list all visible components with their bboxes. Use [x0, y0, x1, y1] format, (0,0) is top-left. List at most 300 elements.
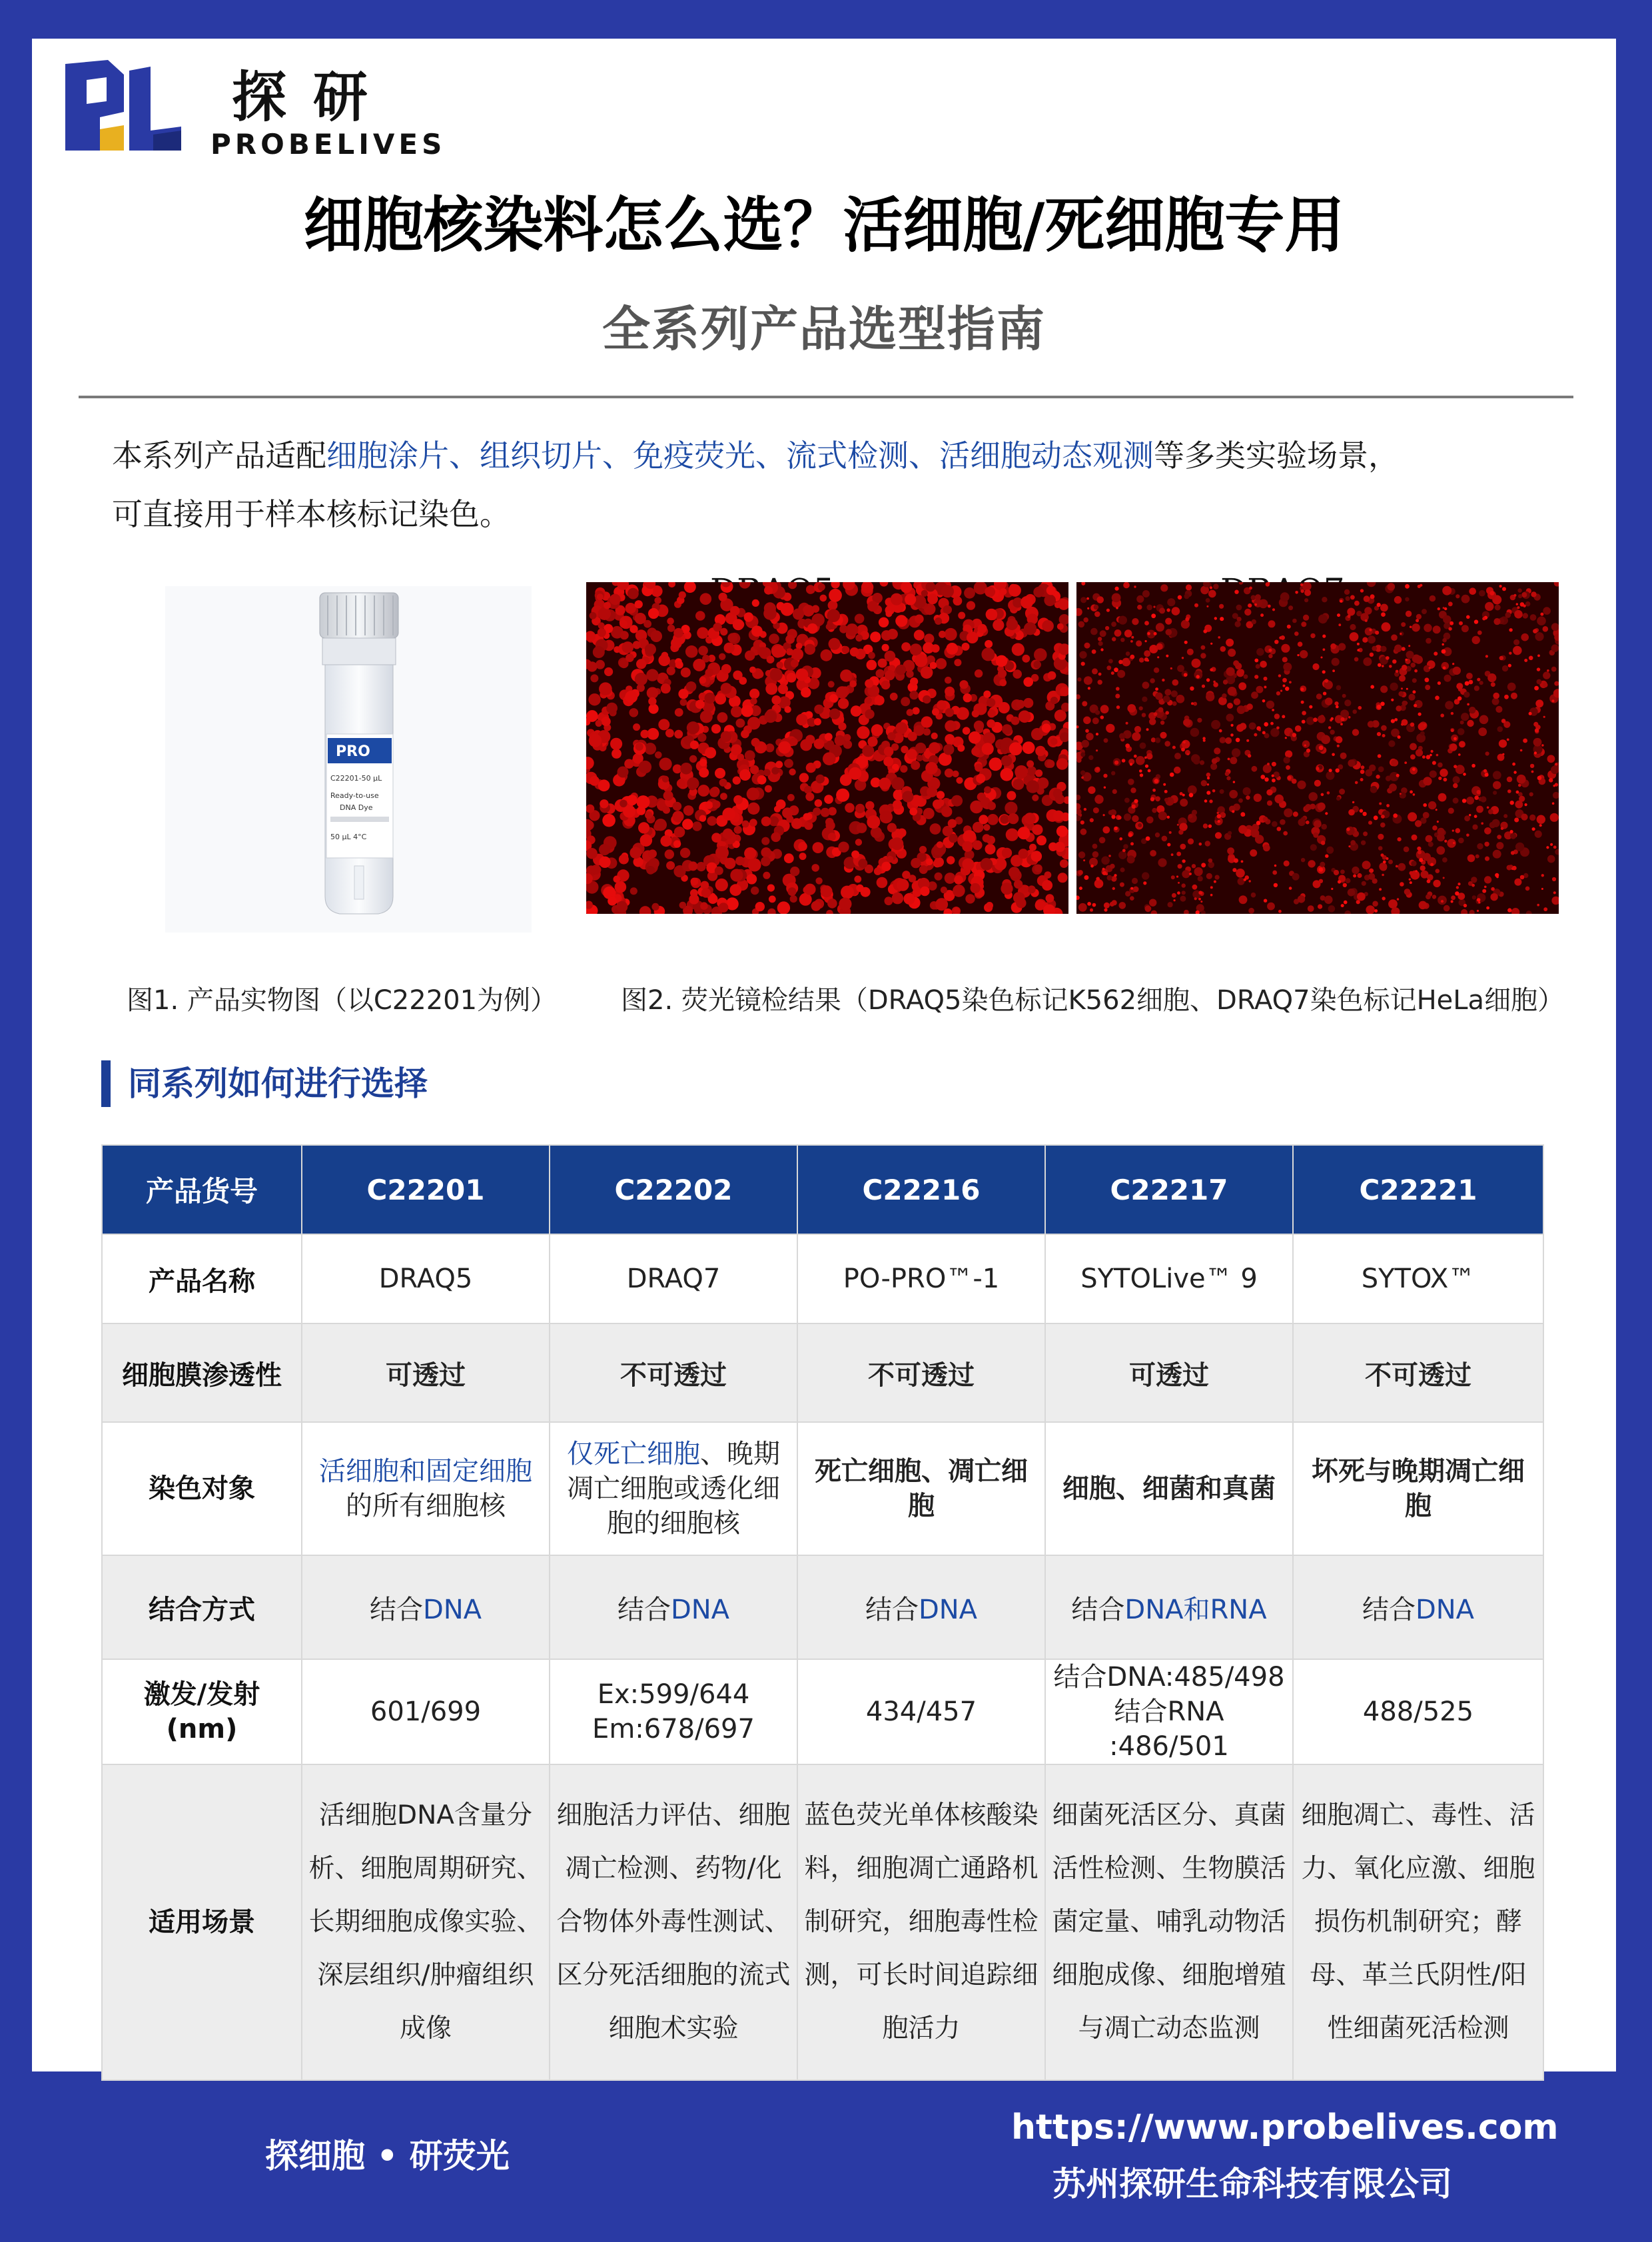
- cell-dot: [765, 785, 772, 793]
- cell-dot: [1181, 747, 1185, 751]
- cell-dot: [1437, 821, 1439, 823]
- cell-dot: [1220, 646, 1226, 652]
- cell-dot: [1400, 633, 1402, 635]
- cell-dot: [689, 755, 697, 763]
- cell-dot: [1552, 802, 1555, 805]
- draq5-cells-image: [586, 582, 1068, 914]
- cell-dot: [865, 679, 873, 688]
- cell-dot: [680, 699, 687, 706]
- cell-dot: [790, 895, 797, 903]
- cell-dot: [600, 799, 608, 808]
- cell-dot: [839, 625, 848, 633]
- cell-dot: [1357, 649, 1360, 651]
- cell-dot: [1092, 903, 1096, 907]
- cell-dot: [897, 879, 909, 891]
- cell-dot: [1114, 667, 1118, 672]
- cell-dot: [1058, 873, 1068, 883]
- brand-logo[interactable]: [60, 57, 446, 161]
- cell-dot: [1134, 799, 1138, 803]
- cell-dot: [1146, 753, 1152, 759]
- cell-dot: [1134, 726, 1141, 733]
- cell-dot: [883, 757, 893, 767]
- cell-dot: [757, 647, 767, 656]
- table-row-applications: [102, 1764, 1543, 2080]
- cell-dot: [1457, 728, 1465, 735]
- cell-dot: [921, 590, 928, 597]
- cell-dot: [931, 644, 940, 653]
- cell-dot: [1525, 601, 1531, 607]
- cell-dot: [1516, 791, 1519, 794]
- cell-dot: [1442, 638, 1447, 643]
- cell-dot: [1088, 687, 1090, 689]
- cell-dot: [722, 808, 735, 821]
- cell-dot: [1112, 637, 1116, 641]
- cell-dot: [1286, 765, 1290, 770]
- cell-dot: [1303, 615, 1309, 621]
- cell-dot: [1292, 733, 1296, 737]
- cell-dot: [1404, 847, 1410, 853]
- cell-dot: [887, 629, 898, 639]
- table-cell: [797, 1555, 1045, 1659]
- cell-dot: [800, 739, 812, 751]
- cell-dot: [1505, 612, 1511, 618]
- cell-dot: [687, 777, 699, 789]
- cell-dot: [1183, 741, 1186, 743]
- table-cell: 细胞活力评估、细胞凋亡检测、药物/化合物体外毒性测试、区分死活细胞的流式细胞术实验: [550, 1764, 797, 2080]
- cell-dot: [1334, 870, 1339, 875]
- cell-dot: [1401, 687, 1403, 689]
- cell-dot: [711, 833, 721, 843]
- cell-dot: [705, 693, 716, 704]
- cell-dot: [1507, 777, 1512, 782]
- cell-dot: [1178, 882, 1180, 884]
- cell-dot: [1194, 897, 1197, 900]
- cell-dot: [1503, 814, 1507, 818]
- cell-dot: [1323, 692, 1326, 695]
- cell-dot: [977, 624, 987, 633]
- cell-dot: [1136, 640, 1142, 646]
- cell-dot: [1493, 618, 1500, 625]
- cell-dot: [814, 705, 823, 714]
- cell-dot: [1338, 880, 1341, 883]
- header-cell-c22221: C22221: [1293, 1145, 1543, 1234]
- cell-dot: [1444, 607, 1447, 610]
- cell-dot: [803, 813, 811, 821]
- cell-dot: [1350, 632, 1359, 641]
- cell-dot: [1319, 879, 1323, 883]
- cell-dot: [1142, 681, 1150, 689]
- cell-dot: [695, 611, 705, 621]
- cell-dot: [986, 902, 993, 909]
- cell-dot: [1081, 740, 1089, 748]
- cell-dot: [1230, 733, 1234, 737]
- cell-dot: [1513, 771, 1516, 773]
- cell-dot: [1117, 670, 1125, 678]
- cell-dot: [1027, 760, 1034, 767]
- cell-dot: [699, 815, 706, 822]
- cell-dot: [923, 695, 931, 703]
- cell-dot: [763, 769, 771, 776]
- cell-dot: [765, 683, 777, 695]
- cell-dot: [639, 761, 651, 773]
- cell-dot: [1082, 701, 1087, 707]
- cell-dot: [1430, 771, 1437, 778]
- cell-dot: [1322, 670, 1326, 673]
- cell-dot: [1453, 783, 1457, 788]
- vial-label-line3: DNA Dye: [340, 803, 373, 812]
- vial-illustration: [165, 586, 532, 933]
- cell-dot: [1300, 583, 1303, 586]
- cell-dot: [692, 821, 701, 831]
- cell-dot: [721, 731, 732, 743]
- cell-dot: [1125, 743, 1130, 748]
- cell-dot: [719, 593, 727, 601]
- cell-dot: [1425, 685, 1430, 690]
- cell-dot: [1119, 837, 1122, 841]
- cell-dot: [1119, 902, 1126, 909]
- cell-dot: [1534, 751, 1537, 754]
- cell-dot: [1112, 887, 1115, 890]
- footer-website-link[interactable]: https://www.probelives.com: [1011, 2107, 1559, 2147]
- cell-dot: [639, 906, 651, 914]
- cell-dot: [1006, 829, 1019, 841]
- cell-dot: [671, 638, 682, 649]
- draq5-micrograph: [586, 582, 1068, 914]
- cell-dot: [999, 702, 1010, 713]
- cell-dot: [744, 612, 753, 621]
- cell-dot: [1381, 815, 1385, 819]
- cell-dot: [646, 669, 658, 681]
- cell-dot: [855, 614, 865, 624]
- cell-dot: [1054, 842, 1065, 853]
- cell-dot: [1338, 623, 1341, 626]
- cell-dot: [1105, 626, 1109, 630]
- cell-dot: [971, 883, 981, 893]
- cell-dot: [588, 693, 600, 705]
- cell-dot: [1539, 824, 1542, 827]
- binding-value: DNA: [1415, 1594, 1475, 1625]
- cell-dot: [1033, 661, 1041, 669]
- cell-dot: [1336, 705, 1339, 709]
- cell-dot: [1306, 717, 1314, 725]
- cell-dot: [661, 683, 671, 693]
- cell-dot: [897, 829, 906, 837]
- cell-dot: [1521, 814, 1527, 821]
- cell-dot: [939, 631, 946, 638]
- cell-dot: [1365, 627, 1373, 635]
- intro-suffix: 等多类实验场景，: [1154, 438, 1399, 474]
- cell-dot: [964, 587, 975, 599]
- cell-dot: [1274, 771, 1280, 777]
- footer-company-name: 苏州探研生命科技有限公司: [1052, 2165, 1452, 2203]
- cell-dot: [1391, 634, 1398, 641]
- cell-dot: [855, 804, 865, 813]
- cell-dot: [1206, 791, 1210, 795]
- cell-dot: [829, 638, 841, 650]
- cell-dot: [1485, 655, 1488, 657]
- cell-dot: [1368, 721, 1374, 727]
- cell-dot: [981, 647, 995, 661]
- table-cell: DRAQ5: [302, 1234, 550, 1323]
- cell-dot: [1028, 885, 1036, 893]
- cell-dot: [1192, 864, 1196, 868]
- cell-dot: [715, 867, 723, 875]
- cell-dot: [665, 729, 674, 737]
- cell-dot: [963, 727, 971, 735]
- cell-dot: [771, 645, 783, 657]
- cell-dot: [1272, 871, 1277, 875]
- cell-dot: [1206, 598, 1210, 603]
- cell-dot: [1210, 886, 1213, 889]
- cell-dot: [1357, 873, 1362, 878]
- cell-dot: [867, 815, 880, 829]
- cell-dot: [1459, 741, 1465, 747]
- cell-dot: [1346, 596, 1350, 601]
- cell-dot: [821, 649, 833, 661]
- cell-dot: [879, 777, 891, 789]
- cell-dot: [1106, 609, 1110, 612]
- cell-dot: [1409, 879, 1411, 881]
- cell-dot: [1419, 901, 1428, 910]
- cell-dot: [937, 700, 946, 709]
- cell-dot: [1295, 591, 1298, 594]
- cell-dot: [1203, 823, 1208, 828]
- cell-dot: [1114, 827, 1118, 831]
- cell-dot: [1188, 785, 1197, 795]
- table-cell: 细菌死活区分、真菌活性检测、生物膜活菌定量、哺乳动物活细胞成像、细胞增殖与凋亡动态监测: [1045, 1764, 1293, 2080]
- cell-dot: [814, 739, 825, 749]
- cell-dot: [945, 769, 953, 777]
- table-cell: 不可透过: [797, 1323, 1045, 1422]
- cell-dot: [1332, 669, 1335, 672]
- cell-dot: [1388, 899, 1398, 909]
- cell-dot: [1543, 907, 1547, 911]
- cell-dot: [1398, 691, 1404, 697]
- cell-dot: [620, 800, 627, 807]
- cell-dot: [799, 773, 809, 782]
- cell-dot: [1100, 648, 1103, 651]
- table-cell: 坏死与晚期凋亡细胞: [1293, 1422, 1543, 1555]
- cell-dot: [1301, 817, 1306, 822]
- cell-dot: [1508, 664, 1511, 667]
- intro-line2: 可直接用于样本核标记染色。: [112, 496, 510, 532]
- table-cell: [302, 1422, 550, 1555]
- cell-dot: [1267, 801, 1272, 806]
- cell-dot: [1281, 644, 1290, 653]
- cell-dot: [1198, 876, 1203, 881]
- cell-dot: [1444, 840, 1447, 843]
- cell-dot: [1210, 763, 1217, 770]
- section-heading: 同系列如何进行选择: [101, 1060, 428, 1107]
- cell-dot: [821, 808, 830, 817]
- cell-dot: [1398, 837, 1402, 841]
- cell-dot: [1132, 732, 1140, 741]
- cell-dot: [1112, 789, 1117, 794]
- cell-dot: [927, 593, 938, 604]
- cell-dot: [1444, 675, 1451, 682]
- cell-dot: [701, 888, 711, 897]
- cell-dot: [654, 597, 661, 604]
- cell-dot: [1301, 621, 1306, 627]
- cell-dot: [1116, 687, 1120, 691]
- cell-dot: [1525, 803, 1527, 806]
- cell-dot: [763, 872, 770, 879]
- cell-dot: [915, 615, 924, 624]
- cell-dot: [1250, 829, 1259, 837]
- cell-dot: [1234, 859, 1238, 863]
- cell-dot: [1353, 875, 1356, 878]
- cell-dot: [1100, 705, 1109, 713]
- cell-dot: [1345, 878, 1350, 883]
- cell-dot: [1106, 724, 1114, 733]
- cell-dot: [1440, 713, 1444, 717]
- cell-dot: [828, 681, 835, 687]
- cell-dot: [1482, 617, 1485, 620]
- cell-dot: [1170, 667, 1172, 669]
- cell-dot: [1512, 866, 1517, 871]
- cell-dot: [1477, 898, 1481, 902]
- cell-dot: [1534, 686, 1539, 691]
- cell-dot: [689, 895, 699, 905]
- cell-dot: [1099, 837, 1106, 844]
- row-label: 结合方式: [102, 1555, 302, 1659]
- cell-dot: [1238, 825, 1247, 834]
- cell-dot: [1302, 711, 1306, 715]
- cell-dot: [699, 677, 707, 684]
- cell-dot: [901, 697, 910, 706]
- cell-dot: [1172, 679, 1179, 686]
- cell-dot: [586, 710, 598, 722]
- cell-dot: [1205, 841, 1210, 846]
- cell-dot: [1086, 733, 1093, 740]
- cell-dot: [1184, 593, 1189, 599]
- cell-dot: [1529, 792, 1533, 796]
- cell-dot: [1453, 737, 1457, 741]
- cell-dot: [880, 811, 893, 823]
- cell-dot: [1093, 807, 1099, 813]
- cell-dot: [587, 661, 597, 671]
- cell-dot: [1142, 590, 1150, 597]
- cell-dot: [1145, 765, 1148, 768]
- cell-dot: [1516, 603, 1518, 605]
- cell-dot: [1474, 815, 1477, 818]
- cell-dot: [962, 841, 973, 852]
- cell-dot: [1238, 799, 1243, 803]
- cell-dot: [996, 655, 1008, 667]
- cell-dot: [1479, 590, 1485, 597]
- cell-dot: [1400, 882, 1404, 887]
- cell-dot: [1127, 704, 1136, 713]
- cell-dot: [1078, 851, 1085, 858]
- cell-dot: [667, 617, 674, 625]
- cell-dot: [1158, 811, 1167, 820]
- cell-dot: [1321, 657, 1323, 659]
- cell-dot: [1382, 897, 1386, 900]
- cell-dot: [791, 648, 803, 660]
- table-cell: 蓝色荧光单体核酸染料，细胞凋亡通路机制研究，细胞毒性检测，可长时间追踪细胞活力: [797, 1764, 1045, 2080]
- cell-dot: [764, 710, 777, 723]
- cell-dot: [954, 875, 963, 885]
- cell-dot: [1300, 687, 1304, 691]
- cell-dot: [1394, 718, 1398, 721]
- cell-dot: [957, 745, 965, 752]
- cell-dot: [1551, 667, 1557, 672]
- cell-dot: [1114, 761, 1118, 765]
- cell-dot: [947, 856, 955, 864]
- table-cell: 可透过: [1045, 1323, 1293, 1422]
- cell-dot: [602, 814, 616, 827]
- cell-dot: [1046, 585, 1056, 595]
- cell-dot: [1118, 851, 1126, 859]
- cell-dot: [805, 793, 814, 801]
- cell-dot: [975, 764, 983, 772]
- cell-dot: [1149, 899, 1156, 907]
- cell-dot: [1451, 895, 1455, 900]
- cell-dot: [1319, 745, 1324, 750]
- pl-logo-icon: [60, 57, 187, 157]
- cell-dot: [1396, 670, 1399, 673]
- cell-dot: [685, 645, 698, 658]
- cell-dot: [1340, 723, 1343, 725]
- cell-dot: [1251, 691, 1258, 699]
- cell-dot: [1340, 870, 1345, 875]
- cell-dot: [1339, 789, 1345, 795]
- cell-dot: [1098, 680, 1102, 685]
- cell-dot: [1164, 689, 1171, 695]
- cell-dot: [948, 819, 957, 828]
- cell-dot: [1341, 904, 1344, 907]
- cell-dot: [935, 898, 948, 911]
- cell-dot: [1327, 791, 1330, 795]
- cell-dot: [1471, 764, 1475, 768]
- cell-dot: [1228, 649, 1236, 657]
- cell-dot: [1080, 597, 1086, 603]
- cell-dot: [660, 835, 671, 847]
- cell-dot: [1089, 858, 1098, 867]
- cell-dot: [1375, 631, 1379, 635]
- cell-dot: [648, 697, 656, 705]
- cell-dot: [1493, 791, 1497, 795]
- cell-dot: [1357, 893, 1366, 901]
- cell-dot: [858, 859, 867, 868]
- cell-dot: [1130, 842, 1134, 845]
- cell-dot: [1167, 816, 1170, 819]
- cell-dot: [1272, 709, 1274, 711]
- cell-dot: [943, 744, 954, 755]
- cell-dot: [1189, 793, 1194, 797]
- cell-dot: [1495, 706, 1502, 713]
- cell-dot: [1416, 614, 1422, 619]
- cell-dot: [1521, 633, 1529, 641]
- cell-dot: [811, 901, 821, 911]
- cell-dot: [781, 603, 794, 616]
- cell-dot: [1090, 865, 1094, 868]
- cell-dot: [1240, 812, 1245, 817]
- cell-dot: [1551, 897, 1559, 905]
- cell-dot: [1460, 721, 1464, 725]
- cell-dot: [1254, 659, 1258, 663]
- cell-dot: [748, 859, 761, 872]
- cell-dot: [1145, 905, 1152, 912]
- cell-dot: [1436, 869, 1440, 873]
- cell-dot: [1165, 711, 1169, 715]
- cell-dot: [1001, 883, 1013, 895]
- cell-dot: [1323, 648, 1326, 651]
- cell-dot: [1372, 646, 1377, 651]
- cell-dot: [1226, 776, 1230, 780]
- cell-dot: [1127, 855, 1135, 863]
- cell-dot: [1362, 637, 1368, 643]
